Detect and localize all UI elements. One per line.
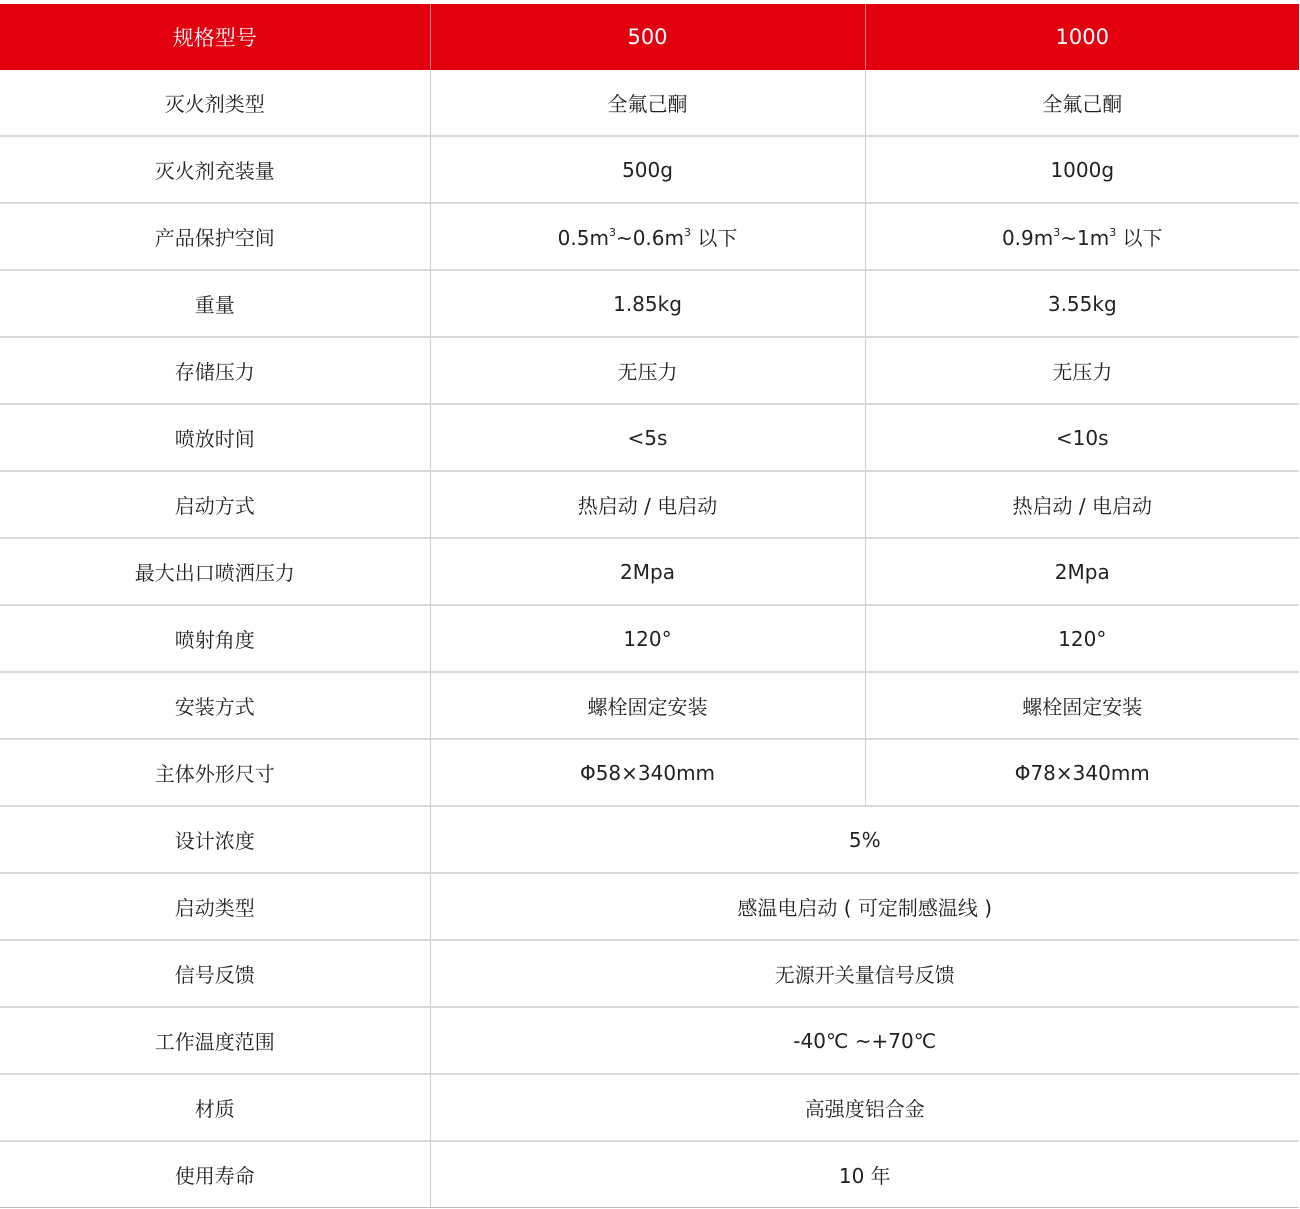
value-shared: 10 年 bbox=[430, 1141, 1299, 1208]
row-label: 最大出口喷洒压力 bbox=[0, 538, 430, 605]
value-1000: 120° bbox=[865, 605, 1299, 672]
table-row bbox=[0, 1141, 1299, 1208]
row-label: 启动类型 bbox=[0, 873, 430, 940]
value-500: 全氟己酮 bbox=[430, 70, 865, 136]
value-1000: 1000g bbox=[865, 136, 1299, 203]
header-row bbox=[0, 4, 1299, 70]
table-row bbox=[0, 538, 1299, 605]
row-label: 材质 bbox=[0, 1074, 430, 1141]
table-row bbox=[0, 404, 1299, 471]
value-1000: 无压力 bbox=[865, 337, 1299, 404]
value-500: 500g bbox=[430, 136, 865, 203]
value-1000: Φ78×340mm bbox=[865, 739, 1299, 806]
header-model-500-cell: 500 bbox=[430, 4, 865, 70]
value-shared: 无源开关量信号反馈 bbox=[430, 940, 1299, 1007]
table-row bbox=[0, 70, 1299, 136]
row-label: 喷射角度 bbox=[0, 605, 430, 672]
value-500: 螺栓固定安装 bbox=[430, 672, 865, 739]
row-label: 启动方式 bbox=[0, 471, 430, 538]
row-label: 信号反馈 bbox=[0, 940, 430, 1007]
value-500: 120° bbox=[430, 605, 865, 672]
row-label: 主体外形尺寸 bbox=[0, 739, 430, 806]
table-row bbox=[0, 471, 1299, 538]
table-row bbox=[0, 739, 1299, 806]
table-row bbox=[0, 1074, 1299, 1141]
row-label: 灭火剂充装量 bbox=[0, 136, 430, 203]
value-500: 2Mpa bbox=[430, 538, 865, 605]
value-500: 无压力 bbox=[430, 337, 865, 404]
header-label-cell: 规格型号 bbox=[0, 4, 430, 70]
table-row bbox=[0, 806, 1299, 873]
table-row bbox=[0, 672, 1299, 739]
value-1000: $0.9m^3\sim 1m^3$ 以下 bbox=[865, 203, 1299, 270]
value-1000: <10s bbox=[865, 404, 1299, 471]
value-500: 1.85kg bbox=[430, 270, 865, 337]
value-shared: -40℃ ~+70℃ bbox=[430, 1007, 1299, 1074]
row-label: 重量 bbox=[0, 270, 430, 337]
table-row bbox=[0, 873, 1299, 940]
row-label: 设计浓度 bbox=[0, 806, 430, 873]
value-1000: 全氟己酮 bbox=[865, 70, 1299, 136]
value-shared: 5% bbox=[430, 806, 1299, 873]
row-label: 产品保护空间 bbox=[0, 203, 430, 270]
spec-table bbox=[0, 4, 1299, 1208]
header-model-1000-cell: 1000 bbox=[865, 4, 1299, 70]
value-500: Φ58×340mm bbox=[430, 739, 865, 806]
table-row bbox=[0, 605, 1299, 672]
row-label: 存储压力 bbox=[0, 337, 430, 404]
value-shared: 高强度铝合金 bbox=[430, 1074, 1299, 1141]
table-row bbox=[0, 203, 1299, 270]
value-1000: 热启动 / 电启动 bbox=[865, 471, 1299, 538]
value-1000: 2Mpa bbox=[865, 538, 1299, 605]
value-1000: 3.55kg bbox=[865, 270, 1299, 337]
row-label: 灭火剂类型 bbox=[0, 70, 430, 136]
value-1000: 螺栓固定安装 bbox=[865, 672, 1299, 739]
row-label: 喷放时间 bbox=[0, 404, 430, 471]
row-label: 安装方式 bbox=[0, 672, 430, 739]
table-row bbox=[0, 270, 1299, 337]
value-500: <5s bbox=[430, 404, 865, 471]
value-shared: 感温电启动 ( 可定制感温线 ) bbox=[430, 873, 1299, 940]
table-row bbox=[0, 337, 1299, 404]
table-row bbox=[0, 940, 1299, 1007]
value-500: $0.5m^3\sim 0.6m^3$ 以下 bbox=[430, 203, 865, 270]
table-row bbox=[0, 1007, 1299, 1074]
row-label: 工作温度范围 bbox=[0, 1007, 430, 1074]
row-label: 使用寿命 bbox=[0, 1141, 430, 1208]
table-row bbox=[0, 136, 1299, 203]
value-500: 热启动 / 电启动 bbox=[430, 471, 865, 538]
